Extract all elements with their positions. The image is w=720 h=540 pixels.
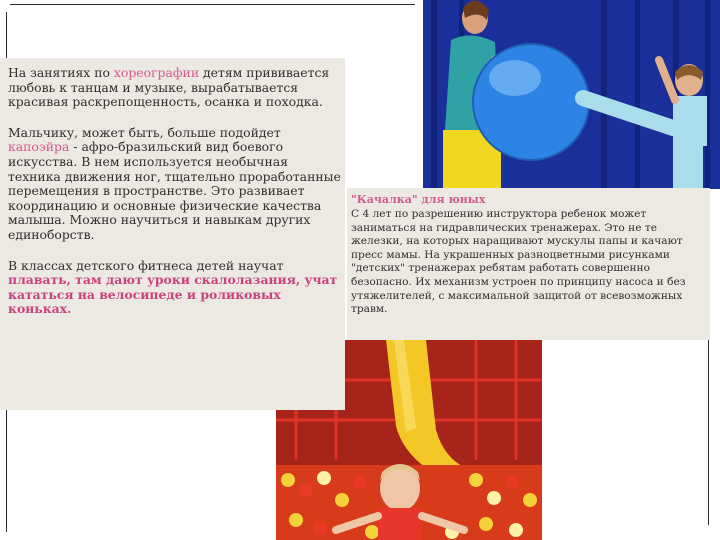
capoeira-paragraph <box>8 126 342 243</box>
p3-highlight: плавать, там дают уроки скалолазания, учат кататься на велосипеде и роликовых коньках. <box>8 272 338 317</box>
left-text-block <box>8 66 342 333</box>
p3-text-start: В классах детского фитнеса детей научат <box>8 257 284 273</box>
p1-text-start: На занятиях по <box>8 65 114 80</box>
p1-text-end: детям прививается любовь к танцам и музыке, вырабатывается красивая раскрепощенность, осанка и походка. <box>8 65 330 110</box>
gym-section-title: "Качалка" для юных <box>351 193 486 206</box>
frame-line-top <box>10 4 415 5</box>
fitness-paragraph <box>8 259 342 317</box>
p2-text-end: - афро-бразильский вид боевого искусства. В нем используется необычная техника движения ног, тщательно проработанные перемещения в пространстве. Это развивает координацию и основные физические качества малыша. Можно научиться и навыкам других единоборств. <box>8 139 341 242</box>
p2-text-start: Мальчику, может быть, больше подойдет <box>8 124 281 140</box>
gym-section-text: С 4 лет по разрешению инструктора ребенок может заниматься на гидравлических тренажерах. Это не те железки, на которых наращивают мускулы папы и качают пресс мамы. На украшенных разноцветными рисунками "детских" тренажерах ребятам работать совершенно безопасно. Их механизм устроен по принципу насоса и без утяжелителей, с максимальной защитой от всевозможных травм. <box>351 208 686 316</box>
fitness-ball-photo <box>423 0 720 189</box>
p1-highlight: хореографии <box>113 65 200 80</box>
p2-highlight: капоэйра <box>8 139 70 155</box>
choreography-paragraph <box>8 66 342 110</box>
